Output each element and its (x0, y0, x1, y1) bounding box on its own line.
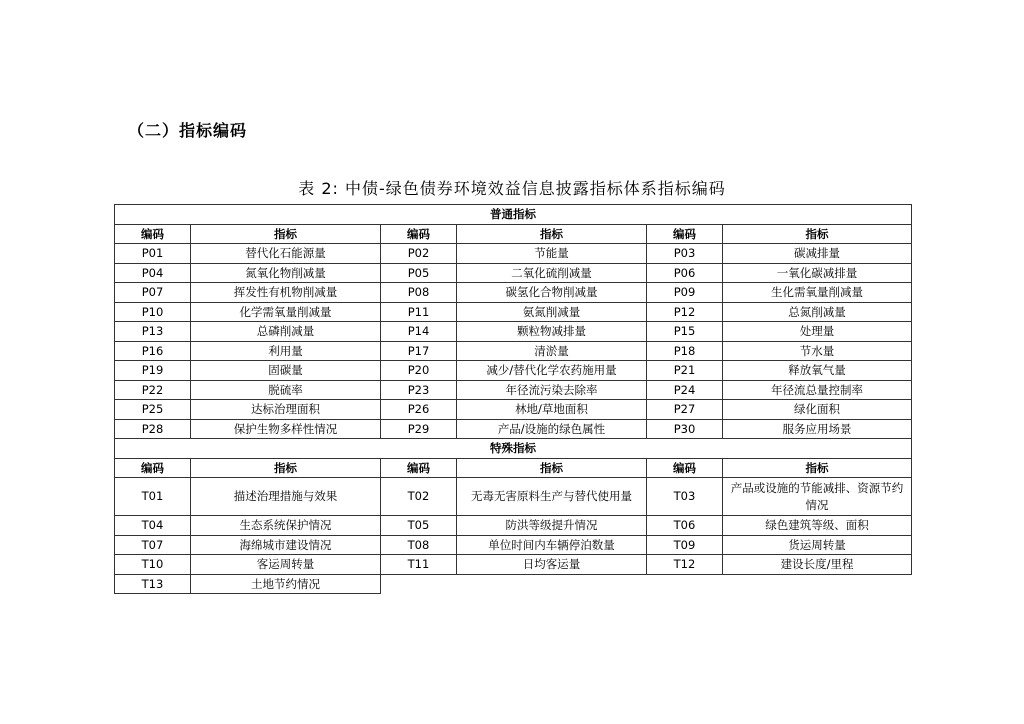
indicator-code-cell: T13 (115, 574, 191, 594)
indicator-code-cell: P04 (115, 263, 191, 283)
indicator-code-cell: P14 (381, 322, 457, 342)
special-table-row (115, 535, 912, 555)
indicator-name-cell: 绿化面积 (723, 400, 912, 420)
column-header-code: 编码 (381, 224, 457, 244)
column-header-indicator: 指标 (191, 458, 381, 478)
indicator-name-cell: 生态系统保护情况 (191, 516, 381, 536)
column-header-indicator: 指标 (457, 458, 647, 478)
column-header-code: 编码 (381, 458, 457, 478)
indicator-name-cell: 脱硫率 (191, 380, 381, 400)
indicator-code-cell: P07 (115, 283, 191, 303)
indicator-name-cell: 林地/草地面积 (457, 400, 647, 420)
column-header-code: 编码 (115, 224, 191, 244)
indicator-code-cell: P08 (381, 283, 457, 303)
indicator-code-cell: T08 (381, 535, 457, 555)
indicator-name-cell: 节能量 (457, 244, 647, 264)
special-column-header-row (115, 458, 912, 478)
indicator-code-cell: P24 (647, 380, 723, 400)
table-caption: 表 2: 中债-绿色债券环境效益信息披露指标体系指标编码 (298, 179, 726, 198)
empty-cell (723, 574, 912, 594)
indicator-code-cell: P26 (381, 400, 457, 420)
indicator-name-cell: 碳氢化合物削减量 (457, 283, 647, 303)
column-header-code: 编码 (115, 458, 191, 478)
indicator-name-cell: 单位时间内车辆停泊数量 (457, 535, 647, 555)
indicator-name-cell: 生化需氧量削减量 (723, 283, 912, 303)
indicator-name-cell: 建设长度/里程 (723, 555, 912, 575)
indicator-name-cell: 达标治理面积 (191, 400, 381, 420)
indicator-name-cell: 清淤量 (457, 341, 647, 361)
indicator-code-cell: P13 (115, 322, 191, 342)
indicator-name-cell: 化学需氧量削减量 (191, 302, 381, 322)
general-table-row (115, 322, 912, 342)
indicator-code-cell: T06 (647, 516, 723, 536)
indicator-code-cell: P29 (381, 419, 457, 439)
indicator-name-cell: 颗粒物减排量 (457, 322, 647, 342)
indicator-name-cell: 利用量 (191, 341, 381, 361)
indicator-name-cell: 货运周转量 (723, 535, 912, 555)
indicator-code-cell: P10 (115, 302, 191, 322)
indicator-code-cell: T10 (115, 555, 191, 575)
indicator-name-cell: 土地节约情况 (191, 574, 381, 594)
indicator-name-cell: 一氧化碳减排量 (723, 263, 912, 283)
general-table-row (115, 263, 912, 283)
indicator-code-cell: P21 (647, 361, 723, 381)
indicator-code-cell: P12 (647, 302, 723, 322)
general-table-row (115, 302, 912, 322)
indicator-code-cell: P30 (647, 419, 723, 439)
indicator-name-cell: 总磷削减量 (191, 322, 381, 342)
indicator-code-cell: P25 (115, 400, 191, 420)
indicator-code-cell: T01 (115, 478, 191, 516)
special-section-header-row (115, 439, 912, 459)
indicator-code-cell: P06 (647, 263, 723, 283)
general-table-row (115, 419, 912, 439)
indicator-code-cell: T02 (381, 478, 457, 516)
indicator-name-cell: 总氮削减量 (723, 302, 912, 322)
general-table-row (115, 283, 912, 303)
indicator-code-cell: T04 (115, 516, 191, 536)
empty-cell (647, 574, 723, 594)
indicator-code-cell: P20 (381, 361, 457, 381)
general-section-header-row (115, 205, 912, 225)
indicator-name-cell: 绿色建筑等级、面积 (723, 516, 912, 536)
indicator-table-body (115, 205, 912, 594)
indicator-name-cell: 年径流总量控制率 (723, 380, 912, 400)
indicator-code-cell: T03 (647, 478, 723, 516)
indicator-code-cell: P01 (115, 244, 191, 264)
section-heading: （二）指标编码 (128, 121, 248, 140)
general-table-row (115, 244, 912, 264)
indicator-name-cell: 固碳量 (191, 361, 381, 381)
column-header-indicator: 指标 (191, 224, 381, 244)
indicator-code-cell: P18 (647, 341, 723, 361)
column-header-code: 编码 (647, 224, 723, 244)
indicator-code-cell: T09 (647, 535, 723, 555)
indicator-name-cell: 挥发性有机物削减量 (191, 283, 381, 303)
special-table-row (115, 516, 912, 536)
special-table-row (115, 478, 912, 516)
indicator-name-cell: 保护生物多样性情况 (191, 419, 381, 439)
indicator-code-table (114, 204, 912, 594)
indicator-code-cell: P27 (647, 400, 723, 420)
column-header-indicator: 指标 (723, 458, 912, 478)
indicator-code-cell: P28 (115, 419, 191, 439)
indicator-code-cell: T07 (115, 535, 191, 555)
indicator-name-cell: 二氧化硫削减量 (457, 263, 647, 283)
indicator-name-cell: 无毒无害原料生产与替代使用量 (457, 478, 647, 516)
indicator-code-cell: P03 (647, 244, 723, 264)
indicator-code-cell: P22 (115, 380, 191, 400)
indicator-name-cell: 产品或设施的节能减排、资源节约情况 (723, 478, 912, 516)
indicator-name-cell: 节水量 (723, 341, 912, 361)
empty-cell (457, 574, 647, 594)
indicator-code-cell: P09 (647, 283, 723, 303)
column-header-indicator: 指标 (457, 224, 647, 244)
general-table-row (115, 341, 912, 361)
column-header-code: 编码 (647, 458, 723, 478)
indicator-code-table-wrapper (114, 204, 911, 594)
indicator-name-cell: 替代化石能源量 (191, 244, 381, 264)
general-section-title: 普通指标 (115, 205, 912, 225)
indicator-code-cell: P11 (381, 302, 457, 322)
indicator-code-cell: P15 (647, 322, 723, 342)
indicator-name-cell: 氨氮削减量 (457, 302, 647, 322)
general-table-row (115, 361, 912, 381)
empty-cell (381, 574, 457, 594)
indicator-code-cell: P19 (115, 361, 191, 381)
indicator-name-cell: 减少/替代化学农药施用量 (457, 361, 647, 381)
indicator-name-cell: 描述治理措施与效果 (191, 478, 381, 516)
indicator-code-cell: T12 (647, 555, 723, 575)
indicator-name-cell: 处理量 (723, 322, 912, 342)
indicator-code-cell: P02 (381, 244, 457, 264)
indicator-name-cell: 碳减排量 (723, 244, 912, 264)
indicator-code-cell: P16 (115, 341, 191, 361)
special-section-title: 特殊指标 (115, 439, 912, 459)
indicator-name-cell: 服务应用场景 (723, 419, 912, 439)
indicator-code-cell: T11 (381, 555, 457, 575)
indicator-code-cell: P17 (381, 341, 457, 361)
indicator-name-cell: 释放氧气量 (723, 361, 912, 381)
indicator-code-cell: P05 (381, 263, 457, 283)
indicator-name-cell: 日均客运量 (457, 555, 647, 575)
indicator-code-cell: T05 (381, 516, 457, 536)
general-table-row (115, 400, 912, 420)
indicator-name-cell: 客运周转量 (191, 555, 381, 575)
general-column-header-row (115, 224, 912, 244)
indicator-name-cell: 氮氧化物削减量 (191, 263, 381, 283)
indicator-code-cell: P23 (381, 380, 457, 400)
indicator-name-cell: 产品/设施的绿色属性 (457, 419, 647, 439)
indicator-name-cell: 防洪等级提升情况 (457, 516, 647, 536)
indicator-name-cell: 海绵城市建设情况 (191, 535, 381, 555)
special-table-row (115, 555, 912, 575)
special-table-row (115, 574, 912, 594)
general-table-row (115, 380, 912, 400)
indicator-name-cell: 年径流污染去除率 (457, 380, 647, 400)
column-header-indicator: 指标 (723, 224, 912, 244)
